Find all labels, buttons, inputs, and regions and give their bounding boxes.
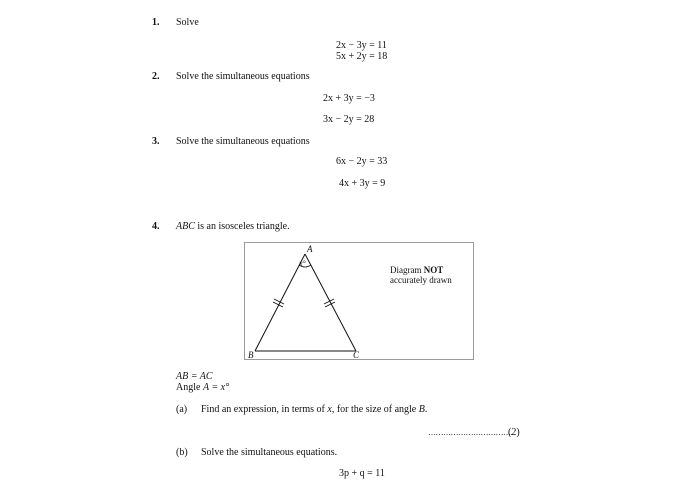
question-3-equation-1: 6x − 2y = 33: [336, 156, 388, 167]
given-angle-value: A = x°: [202, 382, 230, 393]
part-b-equation-1: 3p + q = 11: [339, 468, 385, 479]
angle-label: x°: [299, 259, 306, 268]
question-1-equation-2: 5x + 2y = 18: [336, 51, 388, 62]
vertex-label-a: A: [307, 244, 313, 254]
diagram-note-emphasis: NOT: [423, 265, 444, 275]
part-a-marks: (2): [508, 427, 520, 438]
diagram-note: [390, 266, 452, 286]
question-3-prompt: Solve the simultaneous equations: [176, 136, 310, 147]
diagram-note-line-2: accurately drawn: [390, 274, 452, 285]
question-4-stem-text: is an isosceles triangle.: [194, 221, 290, 232]
side-ac: [305, 254, 356, 351]
question-2-equation-2: 3x − 2y = 28: [323, 114, 375, 125]
part-a-angle: B: [418, 404, 425, 415]
question-4-stem: [176, 222, 290, 232]
diagram-note-text: Diagram: [390, 265, 424, 275]
question-2-equation-1: 2x + 3y = −3: [323, 93, 375, 104]
vertex-label-c: C: [353, 350, 360, 360]
part-a-text-2: , for the size of angle: [331, 404, 419, 415]
question-1-number: 1.: [152, 17, 160, 28]
question-2-prompt: Solve the simultaneous equations: [176, 71, 310, 82]
triangle-figure: [245, 243, 475, 361]
question-4-number: 4.: [152, 221, 160, 232]
part-b-question: Solve the simultaneous equations.: [201, 447, 338, 458]
given-sides-equal: AB = AC: [176, 371, 213, 382]
question-3-equation-2: 4x + 3y = 9: [339, 178, 386, 189]
given-angle-prefix: Angle: [176, 382, 203, 393]
part-a-label: (a): [176, 404, 188, 415]
question-2-number: 2.: [152, 71, 160, 82]
vertex-label-b: B: [248, 350, 254, 360]
part-a-text-1: Find an expression, in terms of: [201, 404, 328, 415]
part-a-question: [201, 405, 427, 415]
question-1-equation-1: 2x − 3y = 11: [336, 40, 387, 51]
part-a-text-3: .: [424, 404, 428, 415]
given-angle: [176, 383, 229, 393]
question-3-number: 3.: [152, 136, 160, 147]
part-a-variable: x: [327, 404, 332, 415]
question-1-prompt: Solve: [176, 17, 199, 28]
triangle-diagram: [244, 242, 474, 360]
part-b-label: (b): [176, 447, 188, 458]
triangle-name: ABC: [176, 221, 195, 232]
part-a-answer-line[interactable]: …………………………….: [428, 428, 512, 437]
